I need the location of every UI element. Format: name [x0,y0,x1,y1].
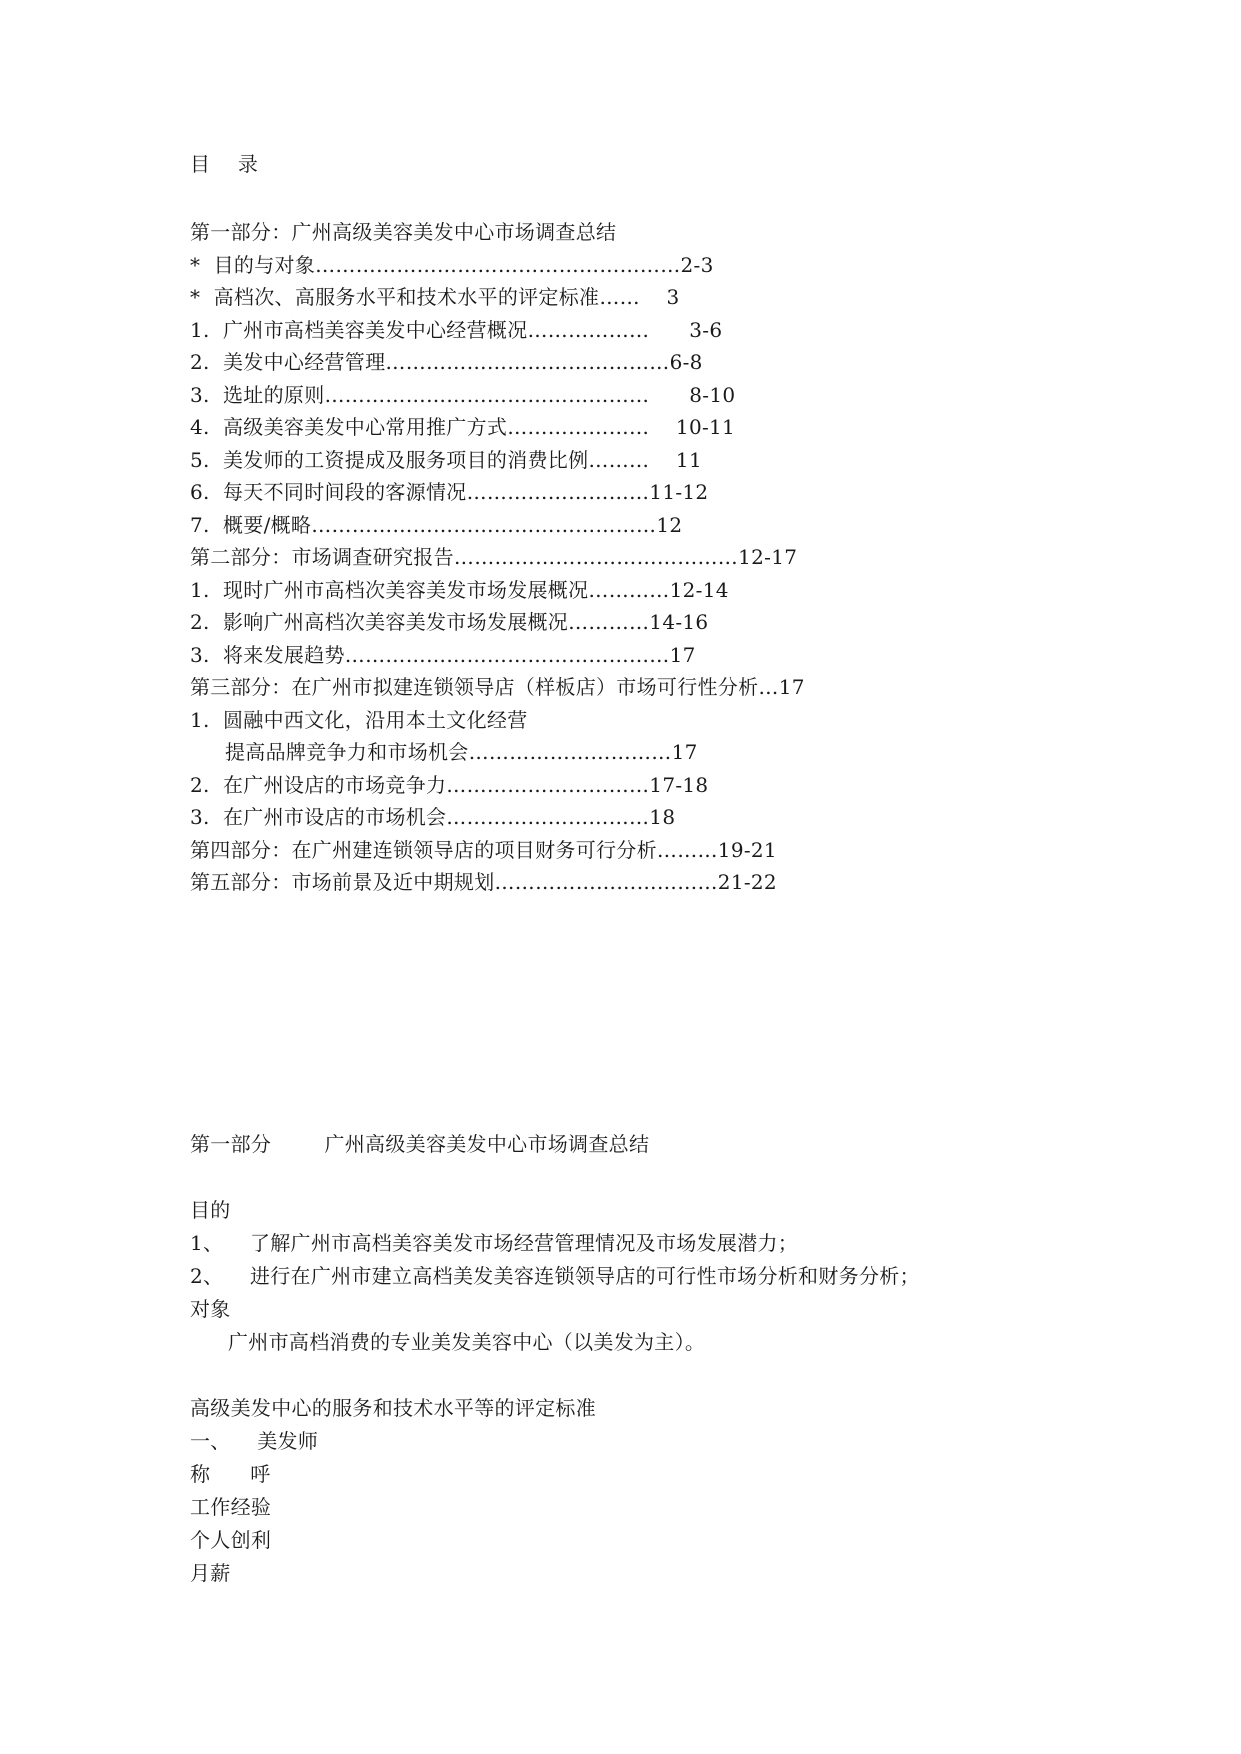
toc-row: 提高品牌竞争力和市场机会…………………………17 [225,740,698,764]
toc-row: 3. 将来发展趋势…………………………………………17 [190,642,696,667]
toc-row: * 高档次、高服务水平和技术水平的评定标准…… 3 [190,285,680,309]
table-of-contents [190,216,805,899]
purpose-item: 2、 进行在广州市建立高档美发美容连锁领导店的可行性市场分析和财务分析； [190,1264,920,1288]
field-label: 称 呼 [190,1462,271,1486]
toc-row: 7. 概要/概略……………………………………………12 [190,512,683,537]
spacer [190,1359,920,1392]
toc-row: 1. 圆融中西文化，沿用本土文化经营 [190,707,528,732]
toc-title: 目 录 [190,152,259,176]
toc-row: 第二部分：市场调查研究报告……………………………………12-17 [190,545,798,569]
toc-row: 第四部分：在广州建连锁领导店的项目财务可行分析………19-21 [190,837,777,862]
standard-title: 高级美发中心的服务和技术水平等的评定标准 [190,1396,596,1420]
section-one [190,1128,920,1590]
field-label: 工作经验 [190,1495,272,1519]
field-label: 月薪 [190,1561,231,1585]
purpose-item: 1、 了解广州市高档美容美发市场经营管理情况及市场发展潜力； [190,1231,799,1255]
toc-row: 第三部分：在广州市拟建连锁领导店（样板店）市场可行性分析…17 [190,675,805,699]
toc-row: 1. 广州市高档美容美发中心经营概况……………… 3-6 [190,317,723,342]
toc-row: 3. 在广州市设店的市场机会…………………………18 [190,805,676,829]
toc-row: 第一部分：广州高级美容美发中心市场调查总结 [190,220,617,244]
toc-row: 6. 每天不同时间段的客源情况………………………11-12 [190,480,709,504]
toc-row: 5. 美发师的工资提成及服务项目的消费比例……… 11 [190,447,702,472]
toc-row: 2. 在广州设店的市场竞争力…………………………17-18 [190,772,709,797]
toc-row: 4. 高级美容美发中心常用推广方式………………… 10-11 [190,415,736,439]
toc-row: 2. 美发中心经营管理……………………………………6-8 [190,350,703,374]
toc-row: 3. 选址的原则………………………………………… 8-10 [190,382,736,407]
toc-row: * 目的与对象………………………………………………2-3 [190,252,714,277]
field-label: 个人创利 [190,1528,272,1552]
section-heading: 第一部分 广州高级美容美发中心市场调查总结 [190,1132,650,1156]
purpose-label: 目的 [190,1198,231,1222]
spacer [190,1161,920,1194]
toc-row: 1. 现时广州市高档次美容美发市场发展概况…………12-14 [190,577,729,602]
object-text: 广州市高档消费的专业美发美容中心（以美发为主）。 [228,1330,706,1354]
toc-row: 2. 影响广州高档次美容美发市场发展概况…………14-16 [190,610,709,634]
toc-row: 第五部分：市场前景及近中期规划……………………………21-22 [190,870,777,894]
object-label: 对象 [190,1297,231,1321]
standard-subtitle: 一、 美发师 [190,1429,319,1453]
